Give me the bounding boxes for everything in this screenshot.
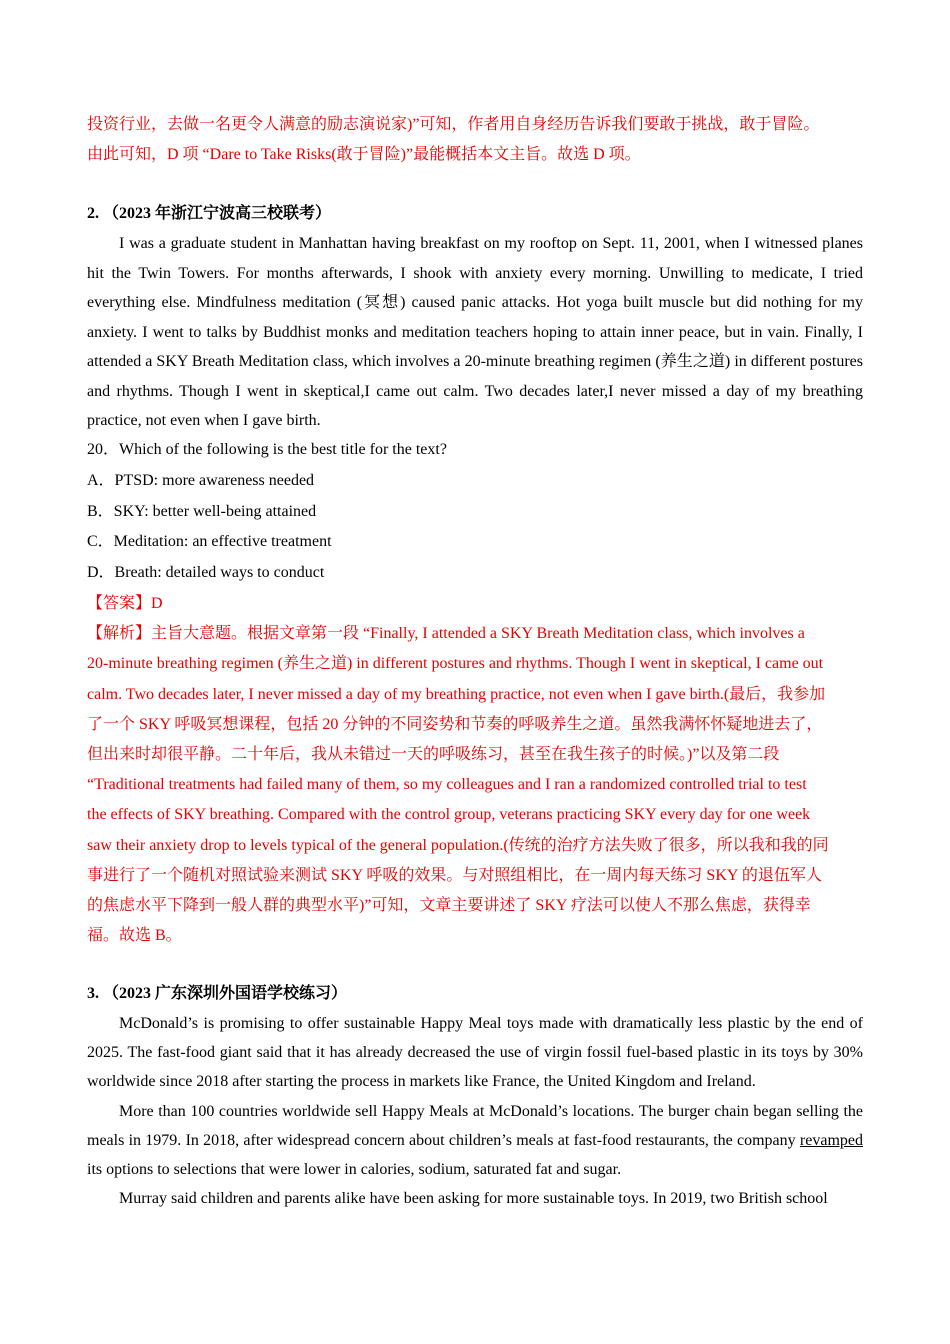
q3-heading: 3. （2023 广东深圳外国语学校练习） [87,985,348,1002]
q2-passage-paragraph: I was a graduate student in Manhattan having breakfast on my rooftop on Sept. 11, 2001, when I witnessed planes hit the Twin Towers. For months afterwards, I shook with anxiety every morning. Unwilling to medicate, I tried everything else. Mindfulness meditation (冥想) caused panic attacks. Hot yoga built muscle but did nothing for my anxiety. I went to talks by Buddhist monks and meditation teachers hoping to attain inner peace, but in vain. Finally, I attended a SKY Breath Meditation class, which involves a 20-minute breathing regimen (养生之道) in different postures and rhythms. Though I went in skeptical,I came out calm. Two decades later,I never missed a day of my breathing practice, not even when I gave birth. [87,235,863,429]
q2-option-b: B．SKY: better well-being attained [87,502,317,520]
q2-analysis-line: 但出来时却很平静。二十年后，我从未错过一天的呼吸练习，甚至在我生孩子的时候。)”以及第二段 [87,746,780,764]
q3-paragraph-2-text: its options to selections that were lower in calories, sodium, saturated fat and sugar. [87,1161,622,1179]
q3-paragraph-2-text: More than 100 countries worldwide sell Happy Meals at McDonald’s locations. The burger chain began selling the meals in 1979. In 2018, after widespread concern about children’s meals at fast-food restaurants, the company [87,1102,863,1149]
q2-analysis-line: 了一个 SKY 呼吸冥想课程，包括 20 分钟的不同姿势和节奏的呼吸养生之道。虽然我满怀怀疑地进去了， [87,715,823,733]
q2-analysis-line: 事进行了一个随机对照试验来测试 SKY 呼吸的效果。与对照组相比，在一周内每天练习 SKY 的退伍军人 [87,866,822,884]
intro-answer [87,110,863,170]
q2-analysis-line: saw their anxiety drop to levels typical of the general population.(传统的治疗方法失败了很多，所以我和我的同 [87,836,829,854]
q2-heading: 2. （2023 年浙江宁波高三校联考） [87,205,332,222]
q2-question: 20．Which of the following is the best title for the text? [87,441,447,458]
q2-answer: 【答案】D [87,595,163,612]
q2-analysis-line: 【解析】主旨大意题。根据文章第一段 “Finally, I attended a SKY Breath Meditation class, which involves a [87,625,805,643]
q3-paragraph-1: McDonald’s is promising to offer sustainable Happy Meal toys made with dramatically less plastic by the end of 2025. The fast-food giant said that it has already decreased the use of virgin fossil fuel-based plastic in its toys by 30% worldwide since 2018 after starting the process in markets like France, the United Kingdom and Ireland. [87,1015,863,1091]
q2-option-a: A．PTSD: more awareness needed [87,471,315,489]
q2-analysis-line: 20-minute breathing regimen (养生之道) in different postures and rhythms. Though I went in skeptical, I came out [87,655,824,673]
q2-option-c: C．Meditation: an effective treatment [87,533,332,551]
intro-answer-line: 由此可知，D 项 “Dare to Take Risks(敢于冒险)”最能概括本文主旨。故选 D 项。 [87,146,641,163]
q2-option-d: D．Breath: detailed ways to conduct [87,564,325,582]
underlined-word-revamped: revamped [799,1131,863,1149]
q2-analysis-line: 福。故选 B。 [87,927,182,945]
q2-analysis-line: “Traditional treatments had failed many of them, so my colleagues and I ran a randomized controlled trial to test [87,776,807,794]
q2-analysis-line: 的焦虑水平下降到一般人群的典型水平)”可知，文章主要讲述了 SKY 疗法可以使人不那么焦虑，获得幸 [87,897,811,915]
q2-question-block [87,435,863,589]
q3-paragraph-2 [87,1097,863,1185]
q2-passage [87,229,863,436]
q2-analysis-line: calm. Two decades later, I never missed a day of my breathing practice, not even when I gave birth.(最后，我参加 [87,685,826,703]
q2-analysis-line: the effects of SKY breathing. Compared with the control group, veterans practicing SKY every day for one week [87,806,811,824]
intro-answer-line: 投资行业，去做一名更令人满意的励志演说家)”可知，作者用自身经历告诉我们要敢于挑战，敢于冒险。 [87,116,820,133]
q3-passage [87,1009,863,1213]
q3-paragraph-3: Murray said children and parents alike have been asking for more sustainable toys. In 2019, two British school [119,1190,828,1208]
q2-answer-block [87,589,863,951]
